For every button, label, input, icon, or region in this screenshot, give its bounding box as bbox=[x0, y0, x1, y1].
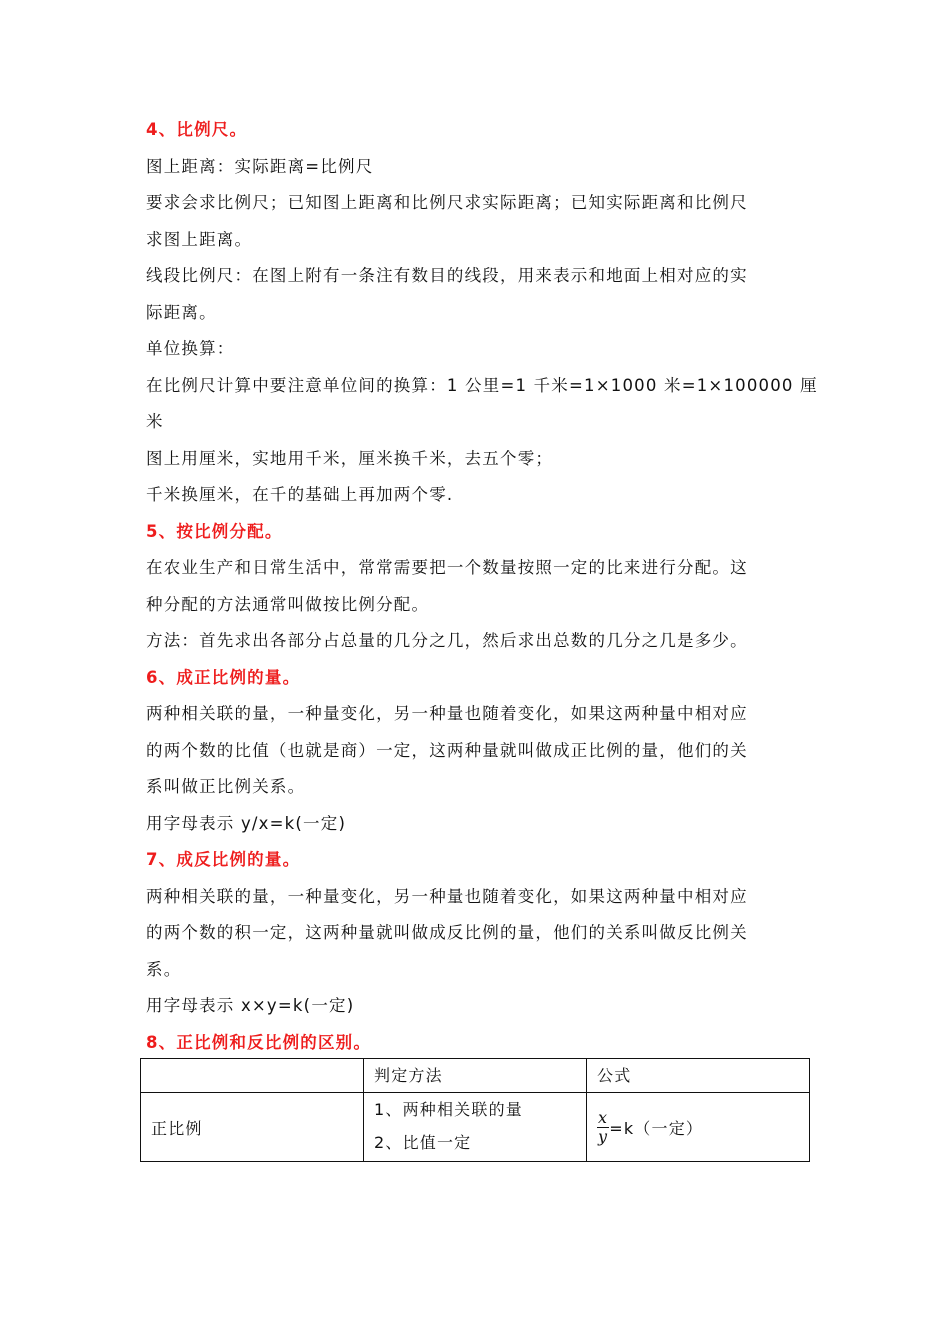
section-6-heading: 6、成正比例的量。 bbox=[146, 667, 301, 687]
section-7-line: 系。 bbox=[146, 959, 182, 979]
section-7-line: 的两个数的积一定，这两种量就叫做成反比例的量，他们的关系叫做反比例关 bbox=[146, 923, 748, 942]
section-5-heading: 5、按比例分配。 bbox=[146, 521, 283, 541]
table-header-cell: 公式 bbox=[587, 1059, 810, 1093]
section-4-line: 单位换算： bbox=[146, 339, 235, 358]
table-header-cell: 判定方法 bbox=[364, 1059, 587, 1093]
section-7-heading: 7、成反比例的量。 bbox=[146, 850, 301, 869]
section-8-heading: 8、正比例和反比例的区别。 bbox=[146, 1032, 372, 1052]
section-4-heading: 4、比例尺。 bbox=[146, 120, 248, 139]
table-header-cell bbox=[141, 1059, 364, 1093]
section-5-line: 种分配的方法通常叫做按比例分配。 bbox=[146, 594, 430, 614]
document-body bbox=[146, 112, 818, 1061]
table-cell-judge bbox=[364, 1093, 587, 1162]
section-4-line: 米 bbox=[146, 412, 164, 431]
section-4-line: 求图上距离。 bbox=[146, 229, 253, 249]
judge-item: 2、比值一定 bbox=[374, 1133, 472, 1152]
fraction-numerator: x bbox=[598, 1107, 609, 1127]
section-6-line: 用字母表示 y/x=k(一定) bbox=[146, 813, 347, 833]
judge-item: 1、两种相关联的量 bbox=[374, 1100, 523, 1119]
section-4-line: 要求会求比例尺；已知图上距离和比例尺求实际距离；已知实际距离和比例尺 bbox=[146, 193, 748, 212]
table-row bbox=[141, 1093, 810, 1162]
fraction bbox=[597, 1109, 609, 1146]
section-6-line: 的两个数的比值（也就是商）一定，这两种量就叫做成正比例的量，他们的关 bbox=[146, 740, 748, 760]
fraction-denominator: y bbox=[597, 1126, 609, 1146]
formula bbox=[597, 1093, 799, 1161]
table-header-row bbox=[141, 1059, 810, 1093]
section-6-line: 系叫做正比例关系。 bbox=[146, 777, 306, 796]
comparison-table bbox=[140, 1058, 810, 1162]
section-5-line: 在农业生产和日常生活中，常常需要把一个数量按照一定的比来进行分配。这 bbox=[146, 558, 748, 577]
section-4-line: 图上用厘米，实地用千米，厘米换千米，去五个零； bbox=[146, 448, 554, 468]
section-5-line: 方法：首先求出各部分占总量的几分之几，然后求出总数的几分之几是多少。 bbox=[146, 631, 748, 650]
section-7-line: 用字母表示 x×y=k(一定) bbox=[146, 996, 355, 1015]
table-cell-formula bbox=[587, 1093, 810, 1162]
section-7-line: 两种相关联的量，一种量变化，另一种量也随着变化，如果这两种量中相对应 bbox=[146, 886, 748, 906]
section-4-line: 图上距离：实际距离=比例尺 bbox=[146, 156, 374, 176]
section-4-line: 在比例尺计算中要注意单位间的换算：1 公里=1 千米=1×1000 米=1×100000 厘 bbox=[146, 375, 818, 395]
section-6-line: 两种相关联的量，一种量变化，另一种量也随着变化，如果这两种量中相对应 bbox=[146, 704, 748, 723]
section-4-line: 线段比例尺：在图上附有一条注有数目的线段，用来表示和地面上相对应的实 bbox=[146, 266, 748, 285]
section-4-line: 千米换厘米，在千的基础上再加两个零. bbox=[146, 485, 454, 504]
formula-rest: =k（一定） bbox=[609, 1118, 704, 1138]
section-4-line: 际距离。 bbox=[146, 302, 217, 322]
table-cell-type: 正比例 bbox=[141, 1093, 364, 1162]
